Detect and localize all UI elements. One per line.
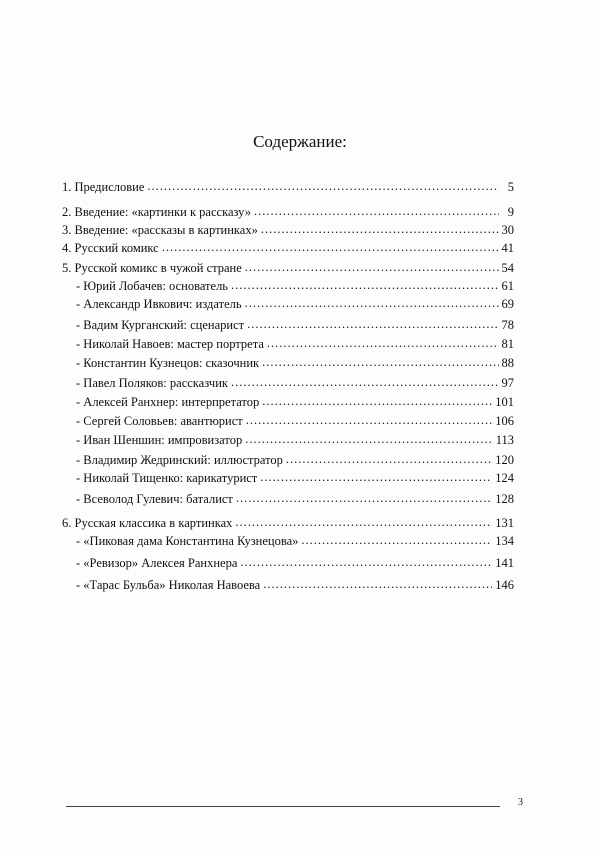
toc-entry <box>76 555 514 571</box>
toc-entry-page: 88 <box>501 356 514 370</box>
page-number: 3 <box>518 797 523 808</box>
toc-entry-label: - Николай Тищенко: карикатурист <box>76 471 258 485</box>
toc-entry-page: 146 <box>495 578 514 592</box>
toc-entry-page: 124 <box>495 471 514 485</box>
toc-entry <box>62 179 514 195</box>
toc-entry-label: - «Пиковая дама Константина Кузнецова» <box>76 534 299 548</box>
toc-entry <box>76 336 514 352</box>
toc-entry-label: - Владимир Жедринский: иллюстратор <box>76 453 283 467</box>
toc-entry <box>76 375 514 391</box>
toc-entry <box>76 470 514 486</box>
toc-entry <box>62 240 514 256</box>
toc-entry-page: 81 <box>501 337 514 351</box>
toc-entry-label: - Вадим Курганский: сценарист <box>76 318 245 332</box>
toc-entry <box>76 413 514 429</box>
toc-entry <box>76 317 514 333</box>
toc-entry-label: - «Ревизор» Алексея Ранхнера <box>76 556 238 570</box>
toc-leader-dots <box>231 277 498 293</box>
toc-entry-label: - Сергей Соловьев: авантюрист <box>76 414 243 428</box>
page-title: Содержание: <box>253 132 347 151</box>
toc-entry <box>62 515 514 531</box>
toc-leader-dots <box>245 431 492 447</box>
toc-leader-dots <box>240 554 492 570</box>
toc-entry <box>76 278 514 294</box>
toc-entry <box>76 394 514 410</box>
toc-entry-label: 5. Русской комикс в чужой стране <box>62 261 242 275</box>
toc-entry-page: 9 <box>507 205 514 219</box>
toc-entry-page: 69 <box>501 297 514 311</box>
toc-entry-label: 6. Русская классика в картинках <box>62 516 233 530</box>
toc-leader-dots <box>246 412 493 428</box>
toc-entry-page: 54 <box>501 261 514 275</box>
toc-entry <box>76 296 514 312</box>
toc-entry-label: - Павел Поляков: рассказчик <box>76 376 228 390</box>
toc-entry <box>76 577 514 593</box>
toc-entry <box>76 432 514 448</box>
toc-entry-label: - Николай Навоев: мастер портрета <box>76 337 264 351</box>
toc-entry-label: 1. Предисловие <box>62 180 145 194</box>
toc-entry-page: 131 <box>495 516 514 530</box>
toc-entry-page: 106 <box>495 414 514 428</box>
toc-leader-dots <box>247 316 498 332</box>
toc-entry-label: - Юрий Лобачев: основатель <box>76 279 229 293</box>
toc-entry-page: 61 <box>501 279 514 293</box>
toc-leader-dots <box>301 532 492 548</box>
toc-entry <box>62 260 514 276</box>
toc-entry-page: 128 <box>495 492 514 506</box>
toc-leader-dots <box>147 178 499 194</box>
toc-entry-label: 3. Введение: «рассказы в картинках» <box>62 223 258 237</box>
toc-leader-dots <box>262 393 492 409</box>
toc-leader-dots <box>254 203 499 219</box>
toc-entry-page: 5 <box>507 180 514 194</box>
toc-entry-page: 78 <box>501 318 514 332</box>
toc-entry <box>76 533 514 549</box>
toc-entry-label: - Всеволод Гулевич: баталист <box>76 492 233 506</box>
toc-entry-label: 4. Русский комикс <box>62 241 159 255</box>
toc-entry-label: - «Тарас Бульба» Николая Навоева <box>76 578 261 592</box>
footer-rule <box>66 806 500 807</box>
toc-leader-dots <box>262 354 498 370</box>
toc-leader-dots <box>162 239 499 255</box>
toc-entry <box>76 452 514 468</box>
toc-entry <box>76 491 514 507</box>
toc-entry-page: 120 <box>495 453 514 467</box>
toc-entry-page: 101 <box>495 395 514 409</box>
toc-entry-page: 30 <box>501 223 514 237</box>
toc-leader-dots <box>260 469 492 485</box>
toc-leader-dots <box>231 374 499 390</box>
toc-leader-dots <box>286 451 492 467</box>
toc-leader-dots <box>267 335 499 351</box>
toc-entry <box>62 204 514 220</box>
toc-leader-dots <box>263 576 492 592</box>
toc-entry-label: - Александр Ивкович: издатель <box>76 297 242 311</box>
toc-entry <box>62 222 514 238</box>
toc-entry-page: 141 <box>495 556 514 570</box>
toc-leader-dots <box>235 514 492 530</box>
toc-entry-page: 41 <box>501 241 514 255</box>
toc-entry-label: - Иван Шеншин: импровизатор <box>76 433 243 447</box>
toc-entry-page: 113 <box>495 433 514 447</box>
toc-entry-page: 97 <box>501 376 514 390</box>
toc-entry-page: 134 <box>495 534 514 548</box>
toc-leader-dots <box>261 221 499 237</box>
toc-leader-dots <box>245 259 499 275</box>
toc-entry-label: - Алексей Ранхнер: интерпретатор <box>76 395 260 409</box>
toc-leader-dots <box>245 295 499 311</box>
toc-entry-label: - Константин Кузнецов: сказочник <box>76 356 260 370</box>
toc-entry <box>76 355 514 371</box>
toc-entry-label: 2. Введение: «картинки к рассказу» <box>62 205 251 219</box>
toc-leader-dots <box>236 490 492 506</box>
